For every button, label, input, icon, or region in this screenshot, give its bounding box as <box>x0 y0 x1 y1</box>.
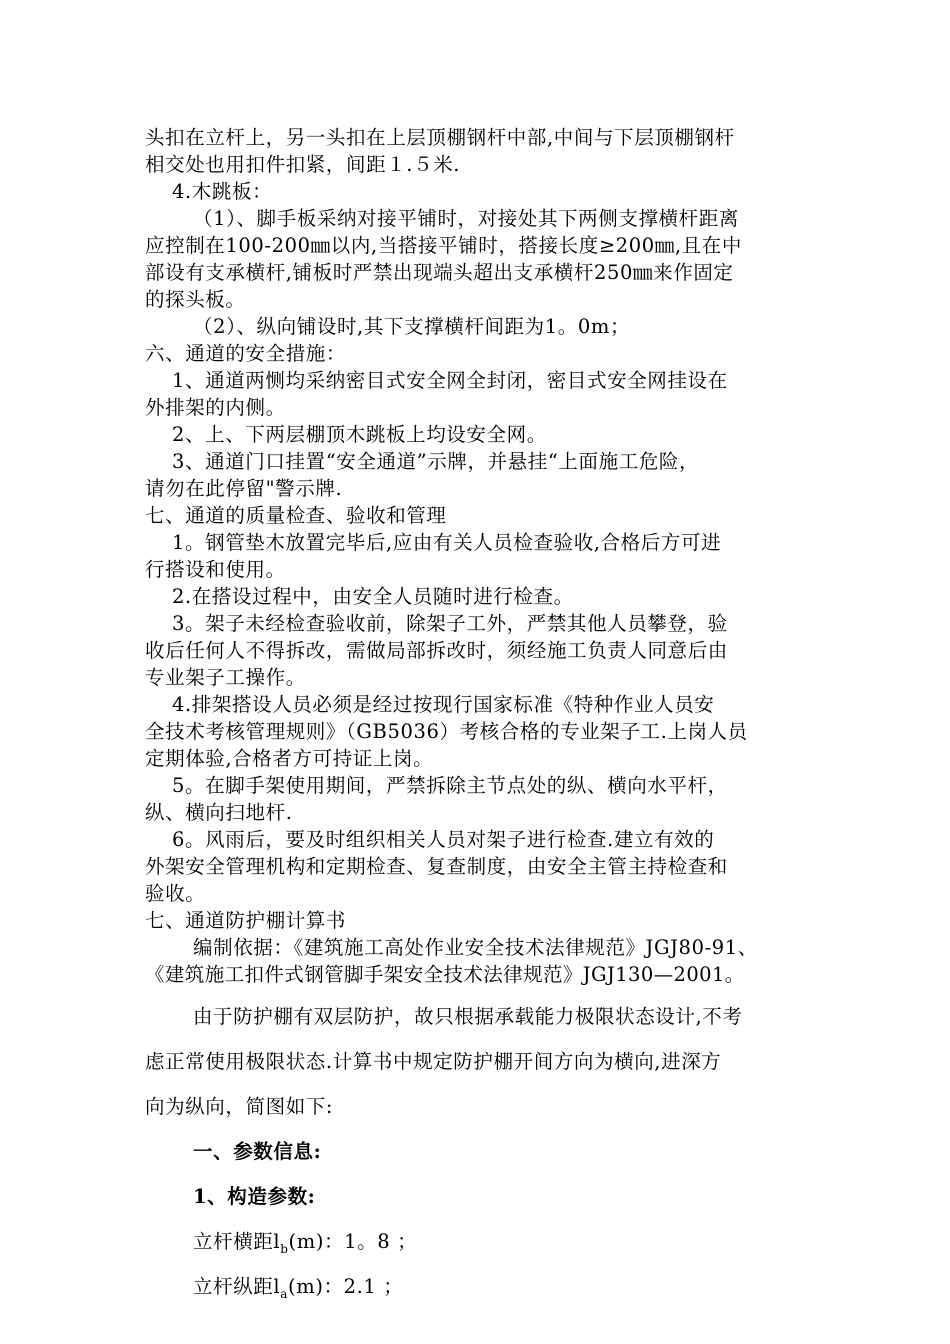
text-line: 专业架子工操作。 <box>145 666 306 689</box>
section-heading: 七、通道防护棚计算书 <box>145 909 347 932</box>
text-line: 4.排架搭设人员必须是经过按现行国家标准《特种作业人员安 <box>172 693 715 716</box>
text-line: 外排架的内侧。 <box>145 396 286 419</box>
text-line: 部设有支承横杆,铺板时严禁出现端头超出支承横杆250㎜来作固定 <box>145 261 734 284</box>
text-line: 2、上、下两层棚顶木跳板上均设安全网。 <box>172 423 547 446</box>
text-line: 全技术考核管理规则》（GB5036）考核合格的专业架子工.上岗人员 <box>145 720 748 743</box>
text-line: 1、通道两恻均采纳密目式安全网全封闭，密目式安全网挂设在 <box>172 369 728 392</box>
text-line: 2.在搭设过程中，由安全人员随时进行检查。 <box>172 585 574 608</box>
section-heading: 七、通道的质量检查、验收和管理 <box>145 504 447 527</box>
text-line: （2）、纵向铺设时,其下支撑横杆间距为1。0m； <box>193 315 631 338</box>
text-line: 6。风雨后，要及时组织相关人员对架子进行检查.建立有效的 <box>172 828 715 851</box>
text-line: 收后任何人不得拆改，需做局部拆改时，须经施工负责人同意后由 <box>145 639 728 662</box>
text-line: 验收。 <box>145 882 206 905</box>
text-line: 的探头板。 <box>145 288 246 311</box>
text-line: 虑正常使用极限状态.计算书中规定防护棚开间方向为横向,进深方 <box>145 1050 722 1073</box>
param-line <box>193 1228 813 1255</box>
text-line: 请勿在此停留"警示牌. <box>145 477 343 500</box>
text-line: 5。在脚手架使用期间，严禁拆除主节点处的纵、横向水平杆， <box>172 774 728 797</box>
text-line: 向为纵向，简图如下: <box>145 1095 334 1118</box>
param-line <box>193 1273 813 1300</box>
text-line: 编制依据：《建筑施工高处作业安全技术法律规范》JGJ80-91、 <box>193 936 758 959</box>
text-line: 3、通道门口挂置“安全通道”示牌，并悬挂“上面施工危险， <box>172 450 700 473</box>
section-heading: 一、参数信息: <box>193 1140 322 1163</box>
text-line: 定期体验,合格者方可持证上岗。 <box>145 747 434 770</box>
param-label: 立杆纵距l <box>193 1275 281 1298</box>
text-line: 外架安全管理机构和定期检查、复查制度，由安全主管主持检查和 <box>145 855 728 878</box>
text-line: 3。架子未经检查验收前，除架子工外，严禁其他人员攀登，验 <box>172 612 728 635</box>
section-heading: 六、通道的安全措施： <box>145 342 347 365</box>
text-line: 应控制在100-200㎜以内,当搭接平铺时，搭接长度≥200㎜,且在中 <box>145 234 742 257</box>
param-value: (m)：1。8 ； <box>288 1230 418 1253</box>
text-line: 行搭设和使用。 <box>145 558 286 581</box>
text-line: 由于防护棚有双层防护，故只根据承载能力极限状态设计,不考 <box>193 1005 743 1028</box>
text-line: （1）、脚手板采纳对接平铺时，对接处其下两侧支撑横杆距离 <box>193 207 739 230</box>
text-line: 相交处也用扣件扣紧，间距１.５米. <box>145 153 461 176</box>
param-label: 立杆横距l <box>193 1230 281 1253</box>
text-line: 头扣在立杆上，另一头扣在上层顶棚钢杆中部,中间与下层顶棚钢杆 <box>145 126 735 149</box>
text-line: 纵、横向扫地杆. <box>145 801 293 824</box>
section-heading: 4.木跳板： <box>172 180 273 203</box>
subsection-heading: 1、构造参数: <box>193 1185 316 1208</box>
text-line: 《建筑施工扣件式钢管脚手架安全技术法律规范》JGJ130—2001。 <box>145 963 745 986</box>
param-value: (m)：2.1 ； <box>288 1275 404 1298</box>
param-subscript: a <box>280 1286 289 1301</box>
param-subscript: b <box>280 1241 289 1256</box>
text-line: 1。钢管垫木放置完毕后,应由有关人员检查验收,合格后方可进 <box>172 531 722 554</box>
